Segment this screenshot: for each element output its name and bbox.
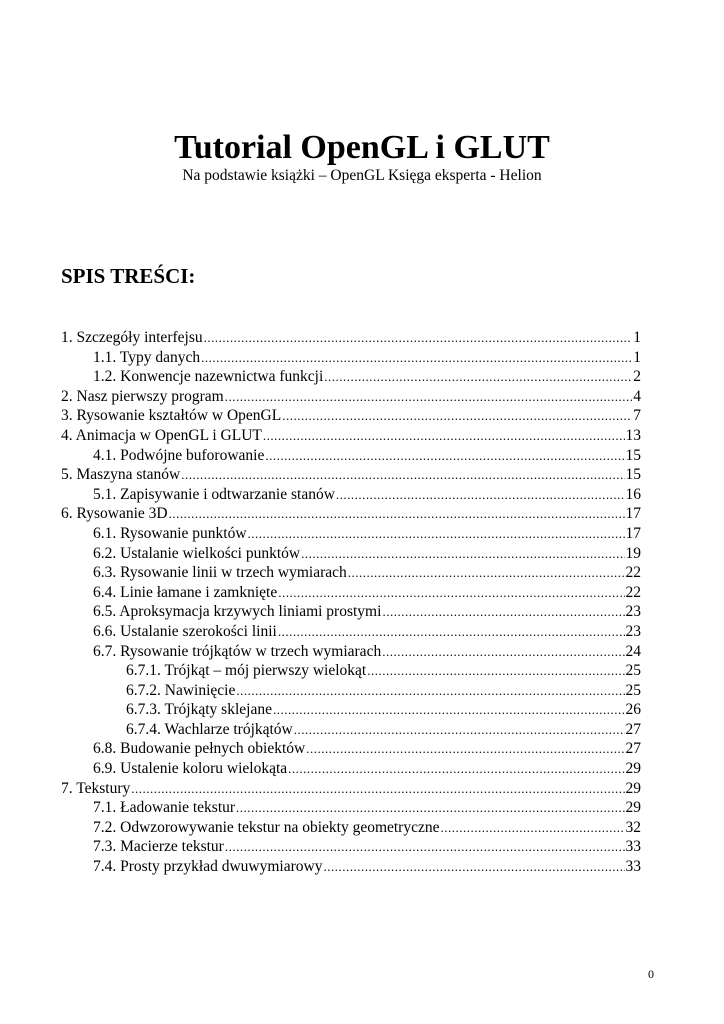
- toc-leader-dots: [131, 779, 624, 799]
- toc-entry-page: 7: [633, 407, 641, 425]
- toc-entry: [61, 367, 641, 387]
- toc-entry: [61, 328, 641, 348]
- toc-leader-dots: [323, 857, 624, 877]
- toc-entry: [61, 485, 641, 505]
- toc-entry-page: 29: [625, 760, 641, 778]
- toc-entry-label: 7. Tekstury: [61, 779, 131, 797]
- toc-leader-dots: [263, 426, 625, 446]
- toc-entry-label: 6.3. Rysowanie linii w trzech wymiarach: [93, 564, 347, 582]
- toc-entry-label: 6. Rysowanie 3D: [61, 505, 168, 523]
- toc-entry: [61, 563, 641, 583]
- toc-leader-dots: [204, 328, 632, 348]
- toc-entry-page: 1: [633, 329, 641, 346]
- toc-entry-label: 7.4. Prosty przykład dwuwymiarowy: [93, 858, 323, 876]
- toc-entry-label: 1.1. Typy danych: [93, 348, 201, 366]
- toc-entry-label: 6.2. Ustalanie wielkości punktów: [93, 544, 301, 562]
- toc-leader-dots: [382, 602, 624, 622]
- toc-entry: [61, 524, 641, 544]
- toc-leader-dots: [225, 837, 625, 857]
- toc-entry-page: 27: [625, 740, 641, 758]
- toc-entry: [61, 661, 641, 681]
- toc-entry-page: 23: [625, 622, 641, 640]
- toc-entry: [61, 465, 641, 485]
- toc-entry-page: 15: [625, 466, 641, 484]
- table-of-contents: [61, 328, 641, 877]
- toc-entry: [61, 837, 641, 857]
- toc-entry-label: 6.7.2. Nawinięcie: [126, 681, 236, 699]
- toc-entry-label: 6.7. Rysowanie trójkątów w trzech wymiarach: [93, 642, 382, 660]
- toc-entry-label: 6.7.3. Trójkąty sklejane: [126, 701, 272, 719]
- toc-leader-dots: [382, 642, 624, 662]
- toc-entry-page: 25: [625, 662, 641, 680]
- toc-leader-dots: [294, 720, 625, 740]
- toc-entry: [61, 602, 641, 622]
- toc-entry: [61, 759, 641, 779]
- toc-entry: [61, 818, 641, 838]
- toc-leader-dots: [306, 739, 624, 759]
- toc-entry: [61, 446, 641, 466]
- toc-entry: [61, 387, 641, 407]
- toc-entry-page: 19: [625, 544, 641, 562]
- toc-entry: [61, 857, 641, 877]
- toc-entry-page: 4: [633, 387, 641, 405]
- toc-entry: [61, 700, 641, 720]
- toc-entry-label: 7.1. Ładowanie tekstur: [93, 799, 236, 817]
- toc-entry: [61, 798, 641, 818]
- toc-leader-dots: [367, 661, 624, 681]
- toc-entry-page: 29: [625, 799, 641, 817]
- toc-entry: [61, 426, 641, 446]
- toc-entry-label: 6.5. Aproksymacja krzywych liniami prostymi: [93, 603, 382, 621]
- toc-entry-page: 13: [625, 426, 641, 444]
- toc-entry-page: 17: [625, 505, 641, 523]
- toc-entry: [61, 642, 641, 662]
- toc-leader-dots: [278, 622, 625, 642]
- toc-entry-label: 4. Animacja w OpenGL i GLUT: [61, 426, 262, 444]
- toc-entry-page: 27: [625, 720, 641, 738]
- toc-entry-label: 6.7.4. Wachlarze trójkątów: [126, 720, 293, 738]
- toc-leader-dots: [288, 759, 624, 779]
- document-subtitle: Na podstawie książki – OpenGL Księga eksperta - Helion: [182, 167, 542, 184]
- toc-heading: SPIS TREŚCI:: [61, 264, 196, 288]
- toc-entry-page: 23: [625, 603, 641, 621]
- toc-leader-dots: [169, 504, 625, 524]
- toc-entry-label: 5. Maszyna stanów: [61, 466, 181, 484]
- toc-leader-dots: [324, 367, 632, 387]
- toc-entry-page: 17: [625, 524, 641, 542]
- toc-entry-page: 16: [625, 485, 641, 503]
- toc-entry-label: 7.2. Odwzorowywanie tekstur na obiekty geometryczne: [93, 818, 440, 836]
- toc-entry-page: 25: [625, 681, 641, 699]
- toc-leader-dots: [282, 406, 632, 426]
- toc-entry-page: 32: [625, 818, 641, 836]
- toc-entry-label: 5.1. Zapisywanie i odtwarzanie stanów: [93, 485, 335, 503]
- toc-leader-dots: [236, 798, 624, 818]
- toc-leader-dots: [336, 485, 625, 505]
- toc-leader-dots: [441, 818, 625, 838]
- toc-entry: [61, 622, 641, 642]
- toc-leader-dots: [236, 681, 624, 701]
- toc-leader-dots: [225, 387, 632, 407]
- toc-entry-label: 2. Nasz pierwszy program: [61, 387, 224, 405]
- toc-leader-dots: [181, 465, 624, 485]
- toc-entry-label: 6.1. Rysowanie punktów: [93, 524, 247, 542]
- toc-entry-label: 7.3. Macierze tekstur: [93, 838, 224, 856]
- toc-entry: [61, 544, 641, 564]
- toc-leader-dots: [201, 348, 632, 368]
- toc-entry-label: 3. Rysowanie kształtów w OpenGL: [61, 407, 282, 425]
- toc-leader-dots: [265, 446, 624, 466]
- toc-entry: [61, 406, 641, 426]
- toc-entry-page: 22: [625, 564, 641, 582]
- toc-entry-page: 33: [625, 858, 641, 876]
- toc-leader-dots: [348, 563, 625, 583]
- toc-entry: [61, 720, 641, 740]
- toc-entry-page: 24: [625, 642, 641, 660]
- toc-entry-label: 6.6. Ustalanie szerokości linii: [93, 622, 277, 640]
- toc-entry-label: 6.9. Ustalenie koloru wielokąta: [93, 760, 288, 778]
- toc-entry-label: 6.4. Linie łamane i zamknięte: [93, 583, 278, 601]
- toc-entry-label: 6.7.1. Trójkąt – mój pierwszy wielokąt: [126, 662, 367, 680]
- toc-entry-label: 4.1. Podwójne buforowanie: [93, 446, 265, 464]
- toc-entry-page: 22: [625, 583, 641, 601]
- document-title: Tutorial OpenGL i GLUT: [174, 129, 550, 166]
- toc-entry: [61, 583, 641, 603]
- toc-leader-dots: [248, 524, 625, 544]
- toc-entry-label: 6.8. Budowanie pełnych obiektów: [93, 740, 306, 758]
- toc-entry-label: 1. Szczegóły interfejsu: [61, 329, 203, 346]
- toc-entry-page: 33: [625, 838, 641, 856]
- toc-entry: [61, 681, 641, 701]
- toc-leader-dots: [273, 700, 625, 720]
- toc-leader-dots: [278, 583, 624, 603]
- toc-entry-page: 26: [625, 701, 641, 719]
- toc-entry-label: 1.2. Konwencje nazewnictwa funkcji: [93, 368, 324, 386]
- toc-entry: [61, 779, 641, 799]
- toc-entry-page: 1: [633, 348, 641, 366]
- toc-entry: [61, 348, 641, 368]
- toc-entry-page: 29: [625, 779, 641, 797]
- toc-entry: [61, 739, 641, 759]
- toc-entry-page: 2: [633, 368, 641, 386]
- page-number: 0: [648, 967, 654, 981]
- toc-entry-page: 15: [625, 446, 641, 464]
- toc-entry: [61, 504, 641, 524]
- toc-leader-dots: [301, 544, 624, 564]
